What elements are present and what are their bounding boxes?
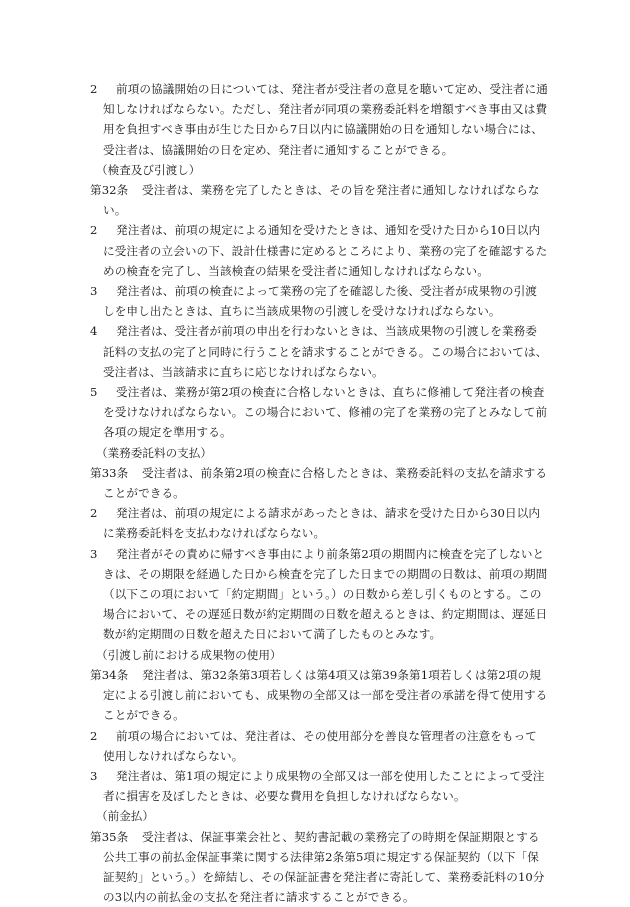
clause-paragraph [90, 79, 548, 160]
clause-text: 発注者は、第32条第3項若しくは第4項又は第39条第1項若しくは第2項の規定による引渡し前においても、成果物の全部又は一部を受注者の承諾を得て使用することができる。 [103, 667, 548, 723]
clause-paragraph [90, 665, 548, 726]
clause-text: 発注者がその責めに帰すべき事由により前条第2項の期間内に検査を完了しないときは、その期限を経過した日から検査を完了した日までの期間の日数は、前項の期間（以下この項において「約定期間」という。）の日数から差し引くものとする。この場合において、その遅延日数が約定期間の日数を超えるときは、約定期間は、遅延日数が約定期間の日数を超えた日において満了したものとみなす。 [103, 546, 548, 642]
clause-paragraph [90, 766, 548, 806]
clause-paragraph [90, 503, 548, 543]
clause-paragraph [90, 827, 548, 907]
clause-paragraph [90, 463, 548, 503]
document-body [90, 79, 548, 907]
clause-text: 発注者は、受注者が前項の申出を行わないときは、当該成果物の引渡しを業務委託料の支払の完了と同時に行うことを請求することができる。この場合においては、受注者は、当該請求に直ちに応じなければならない。 [103, 324, 548, 379]
clause-number: 4 [90, 324, 98, 339]
clause-text: 受注者は、業務を完了したときは、その旨を発注者に通知しなければならない。 [103, 183, 540, 218]
clause-paragraph [90, 382, 548, 443]
clause-text: 発注者は、前項の規定による請求があったときは、請求を受けた日から30日以内に業務委託料を支払わなければならない。 [103, 506, 541, 541]
clause-paragraph [90, 544, 548, 645]
clause-paragraph [90, 220, 548, 281]
clause-number: 3 [90, 284, 98, 299]
article-caption: （引渡し前における成果物の使用） [96, 647, 282, 662]
clause-paragraph [90, 726, 548, 766]
clause-number: 第33条 [90, 465, 129, 480]
clause-number: 3 [90, 768, 98, 783]
clause-number: 第32条 [90, 183, 129, 198]
clause-number: 2 [90, 82, 98, 96]
clause-text: 発注者は、前項の規定による通知を受けたときは、通知を受けた日から10日以内に受注者の立会いの下、設計仕様書に定めるところにより、業務の完了を確認するための検査を完了し、当該検査の結果を受注者に通知しなければならない。 [103, 223, 548, 278]
clause-number: 2 [90, 728, 98, 743]
clause-text: 受注者は、保証事業会社と、契約書記載の業務完了の時期を保証期限とする公共工事の前払金保証事業に関する法律第2条第5項に規定する保証契約（以下「保証契約」という。）を締結し、その保証証書を発注者に寄託して、業務委託料の10分の3以内の前払金の支払を発注者に請求することができる。 [103, 829, 545, 905]
clause-text: 発注者は、前項の検査によって業務の完了を確認した後、受注者が成果物の引渡しを申し出たときは、直ちに当該成果物の引渡しを受けなければならない。 [103, 284, 537, 319]
clause-paragraph [90, 321, 548, 382]
clause-text: 受注者は、前条第2項の検査に合格したときは、業務委託料の支払を請求することができる。 [103, 465, 548, 501]
article-caption: （前金払） [96, 809, 154, 824]
clause-number: 5 [90, 385, 98, 400]
clause-number: 2 [90, 506, 98, 521]
article-caption: （検査及び引渡し） [96, 162, 201, 177]
clause-number: 3 [90, 546, 98, 561]
clause-text: 前項の場合においては、発注者は、その使用部分を善良な管理者の注意をもって使用しなければならない。 [103, 728, 537, 763]
clause-number: 第34条 [90, 667, 129, 682]
clause-text: 発注者は、第1項の規定により成果物の全部又は一部を使用したことによって受注者に損害を及ぼしたときは、必要な費用を負担しなければならない。 [103, 768, 545, 804]
article-caption: （業務委託料の支払） [96, 445, 212, 460]
clause-paragraph [90, 180, 548, 220]
clause-number: 2 [90, 223, 98, 238]
clause-text: 前項の協議開始の日については、発注者が受注者の意見を聴いて定め、受注者に通知しなければならない。ただし、発注者が同項の業務委託料を増額すべき事由又は費用を負担すべき事由が生じた日から7日以内に協議開始の日を通知しない場合には、受注者は、協議開始の日を定め、発注者に通知することができる。 [103, 82, 548, 157]
clause-number: 第35条 [90, 829, 129, 844]
clause-paragraph [90, 281, 548, 321]
clause-text: 受注者は、業務が第2項の検査に合格しないときは、直ちに修補して発注者の検査を受けなければならない。この場合において、修補の完了を業務の完了とみなして前各項の規定を準用する。 [103, 385, 548, 440]
